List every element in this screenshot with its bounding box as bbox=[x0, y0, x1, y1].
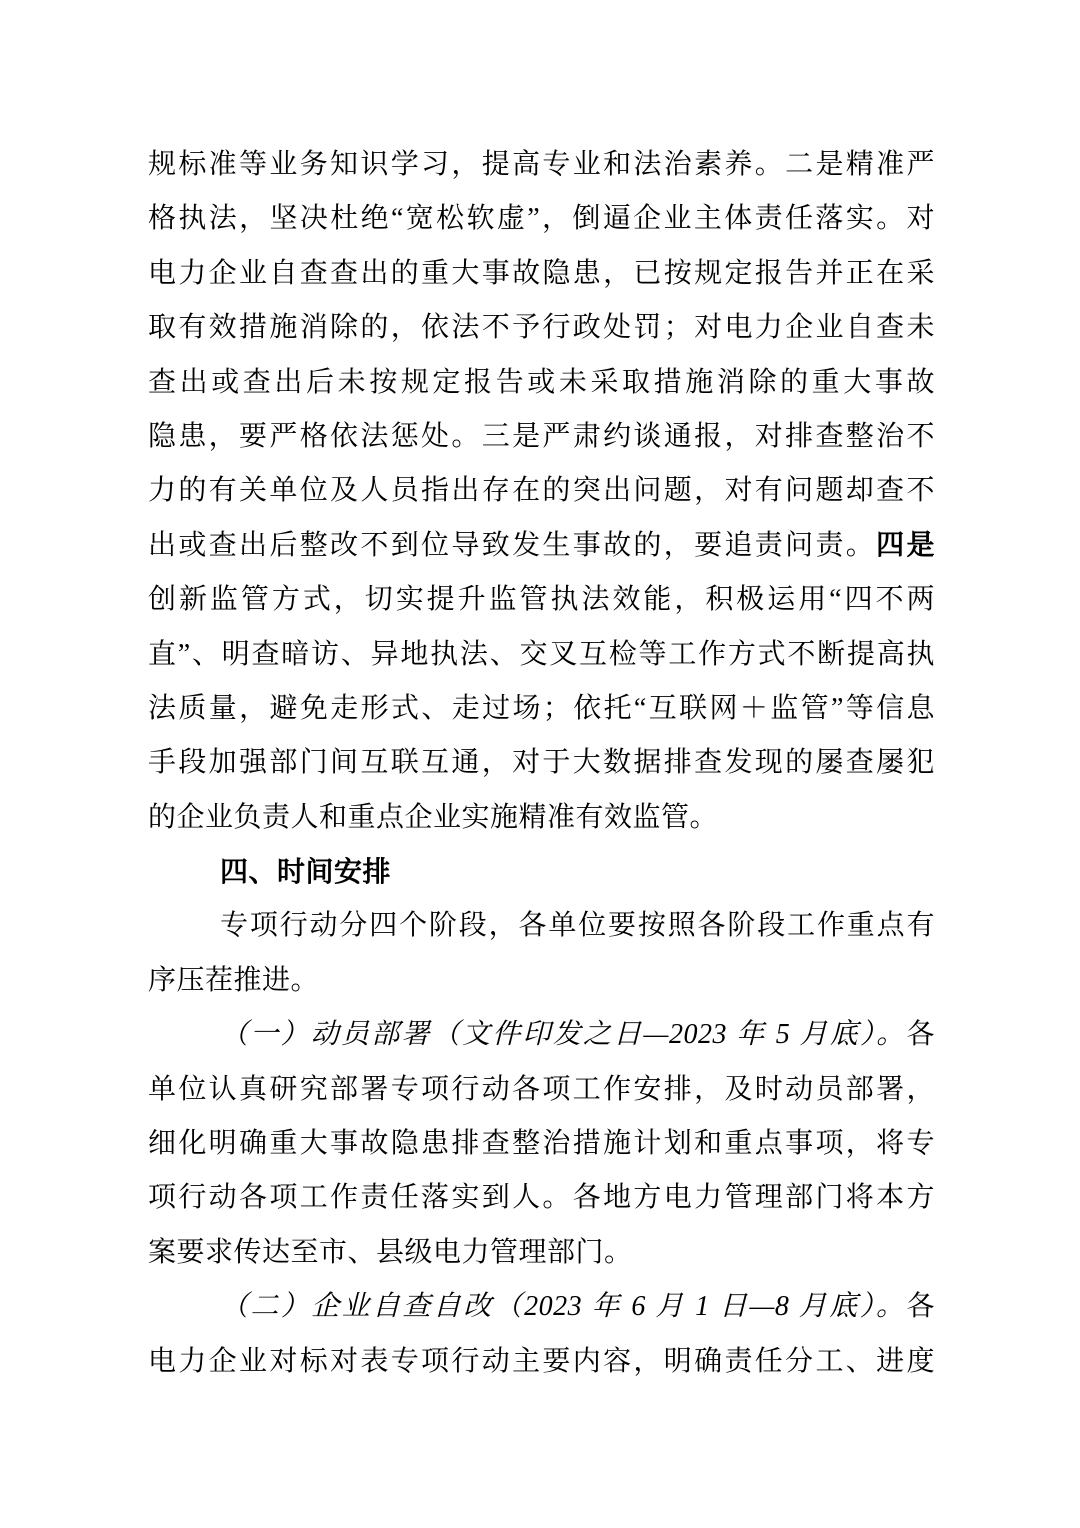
text-segment: 各 bbox=[906, 1291, 935, 1323]
text-segment: 手段加强部门间互联互通，对于大数据排查发现的屡查屡犯 bbox=[148, 747, 935, 779]
body-line-01 bbox=[148, 138, 935, 192]
section-heading-line bbox=[148, 845, 935, 899]
body-line-16 bbox=[148, 954, 935, 1008]
body-line-11 bbox=[148, 682, 935, 736]
text-segment: 案要求传达至市、县级电力管理部门。 bbox=[148, 1236, 633, 1268]
body-line-09 bbox=[148, 573, 935, 627]
stage-1-heading-line bbox=[148, 1008, 935, 1062]
text-segment: 规标准等业务知识学习，提高专业和法治素养。二是精准严 bbox=[148, 149, 935, 180]
text-segment: 格执法，坚决杜绝“宽松软虚”，倒逼企业主体责任落实。对 bbox=[148, 203, 935, 235]
text-segment: 隐患，要严格依法惩处。三是严肃约谈通报，对排查整治不 bbox=[148, 420, 935, 452]
body-line-03 bbox=[148, 247, 935, 301]
text-segment: 的企业负责人和重点企业实施精准有效监管。 bbox=[148, 801, 719, 833]
text-segment: 创新监管方式，切实提升监管执法效能，积极运用“四不两 bbox=[148, 584, 935, 616]
text-segment: 法质量，避免走形式、走过场；依托“互联网＋监管”等信息 bbox=[148, 692, 935, 724]
text-segment: 序压茬推进。 bbox=[148, 964, 320, 996]
body-line-23 bbox=[148, 1335, 935, 1389]
body-line-21 bbox=[148, 1226, 935, 1280]
body-line-15 bbox=[148, 899, 935, 953]
text-segment: 查出或查出后未按规定报告或未采取措施消除的重大事故 bbox=[148, 366, 935, 398]
text-segment: 电力企业自查查出的重大事故隐患，已按规定报告并正在采 bbox=[148, 257, 935, 289]
heading-segment: 四、时间安排 bbox=[220, 856, 392, 888]
body-line-02 bbox=[148, 192, 935, 246]
body-line-19 bbox=[148, 1117, 935, 1171]
body-line-04 bbox=[148, 301, 935, 355]
text-segment: 单位认真研究部署专项行动各项工作安排，及时动员部署， bbox=[148, 1073, 935, 1105]
text-segment: 项行动各项工作责任落实到人。各地方电力管理部门将本方 bbox=[148, 1182, 935, 1214]
document-text-block bbox=[148, 138, 935, 1389]
subheading-segment: （一）动员部署（文件印发之日—2023 年 5 月底）。 bbox=[220, 1019, 907, 1051]
text-segment: 取有效措施消除的，依法不予行政处罚；对电力企业自查未 bbox=[148, 312, 935, 344]
emphasis-segment: 四是 bbox=[876, 529, 935, 561]
body-line-08 bbox=[148, 519, 935, 573]
stage-2-heading-line bbox=[148, 1280, 935, 1334]
body-line-10 bbox=[148, 628, 935, 682]
body-line-06 bbox=[148, 410, 935, 464]
subheading-segment: （二）企业自查自改（2023 年 6 月 1 日—8 月底）。 bbox=[220, 1291, 907, 1323]
text-segment: 出或查出后整改不到位导致发生事故的，要追责问责。 bbox=[148, 529, 877, 561]
text-segment: 电力企业对标对表专项行动主要内容，明确责任分工、进度 bbox=[148, 1345, 935, 1377]
body-line-07 bbox=[148, 464, 935, 518]
text-segment: 直”、明查暗访、异地执法、交叉互检等工作方式不断提高执 bbox=[148, 638, 935, 670]
text-segment: 细化明确重大事故隐患排查整治措施计划和重点事项，将专 bbox=[148, 1128, 935, 1160]
body-line-20 bbox=[148, 1171, 935, 1225]
body-line-18 bbox=[148, 1063, 935, 1117]
body-line-13 bbox=[148, 791, 935, 845]
body-line-12 bbox=[148, 736, 935, 790]
body-line-05 bbox=[148, 356, 935, 410]
text-segment: 力的有关单位及人员指出存在的突出问题，对有问题却查不 bbox=[148, 475, 935, 507]
text-segment: 各 bbox=[906, 1019, 935, 1051]
text-segment: 专项行动分四个阶段，各单位要按照各阶段工作重点有 bbox=[220, 910, 935, 942]
